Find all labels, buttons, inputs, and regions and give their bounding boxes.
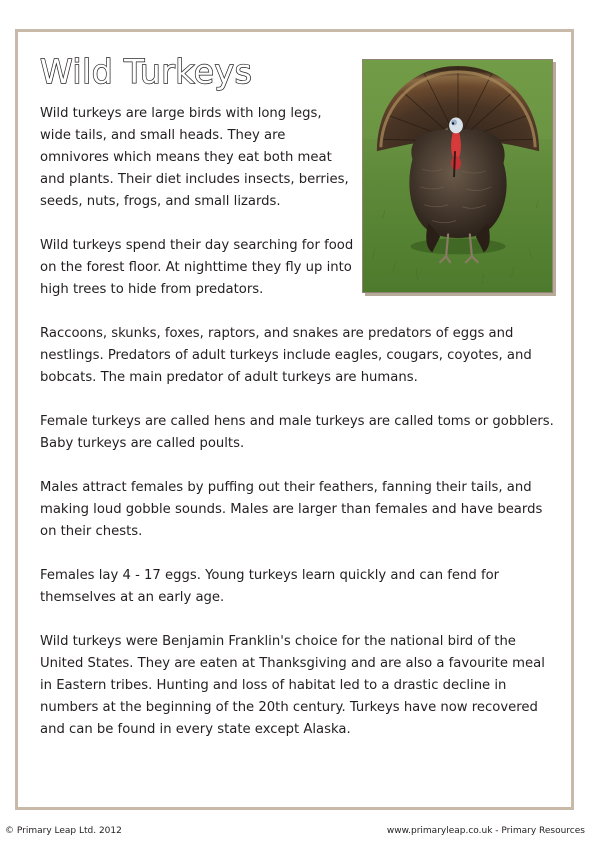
paragraph-predators: Raccoons, skunks, foxes, raptors, and snakes are predators of eggs and nestlings. Predators of adult turkeys include eagles, cougars, coyotes, and bobcats. The main predator of adult turkeys are humans. xyxy=(40,326,532,385)
turkey-illustration xyxy=(363,60,552,292)
page-title: Wild Turkeys xyxy=(40,52,253,91)
footer-copyright: © Primary Leap Ltd. 2012 xyxy=(5,826,122,836)
footer-website: www.primaryleap.co.uk - Primary Resources xyxy=(386,826,585,836)
paragraph-names: Female turkeys are called hens and male turkeys are called toms or gobblers. Baby turkeys are called poults. xyxy=(40,414,554,451)
paragraph-eggs: Females lay 4 - 17 eggs. Young turkeys learn quickly and can fend for themselves at an early age. xyxy=(40,568,500,605)
paragraph-history: Wild turkeys were Benjamin Franklin's choice for the national bird of the United States. They are eaten at Thanksgiving and are also a favourite meal in Eastern tribes. Hunting and loss of habitat led to a drastic decline in numbers at the beginning of the 20th century. Turkeys have now recovered and can be found in every state except Alaska. xyxy=(40,634,545,737)
paragraph-daily-habits: Wild turkeys spend their day searching for food on the forest floor. At nighttime they fly up into high trees to hide from predators. xyxy=(40,238,354,297)
paragraph-courtship: Males attract females by puffing out their feathers, fanning their tails, and making loud gobble sounds. Males are larger than females and have beards on their chests. xyxy=(40,480,543,539)
turkey-photo xyxy=(362,59,553,293)
paragraph-appearance: Wild turkeys are large birds with long legs, wide tails, and small heads. They are omnivores which means they eat both meat and plants. Their diet includes insects, berries, seeds, nuts, frogs, and small lizards. xyxy=(40,106,349,209)
